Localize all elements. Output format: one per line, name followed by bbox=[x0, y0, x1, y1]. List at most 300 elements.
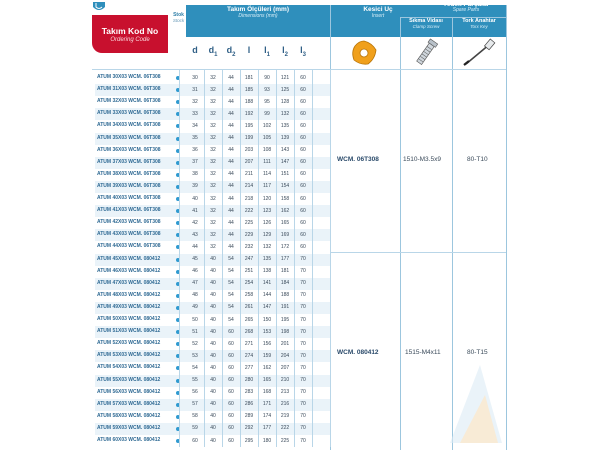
cell-d2: 44 bbox=[228, 74, 234, 81]
grid-line bbox=[179, 69, 180, 447]
col-d: d bbox=[192, 45, 198, 55]
ordering-code: ATUM 43X03 WCM. 06T308 bbox=[97, 231, 161, 238]
table-row bbox=[95, 229, 331, 241]
cell-l2: 151 bbox=[280, 171, 290, 178]
ordering-code: ATUM 44X03 WCM. 06T308 bbox=[97, 243, 161, 250]
cell-l2: 198 bbox=[280, 328, 290, 335]
cell-l2: 213 bbox=[280, 389, 290, 396]
cell-l1: 95 bbox=[264, 98, 270, 105]
cell-l2: 201 bbox=[280, 340, 290, 347]
cell-d: 39 bbox=[192, 183, 198, 190]
cell-l1: 129 bbox=[262, 231, 272, 238]
col-l2: $l_2$ bbox=[282, 45, 288, 58]
cell-l1: 141 bbox=[262, 280, 272, 287]
cell-l1: 177 bbox=[262, 425, 272, 432]
clamp-screw-subtitle: Clamp Screw bbox=[412, 24, 440, 29]
cell-d1: 40 bbox=[210, 413, 216, 420]
table-row bbox=[95, 278, 331, 290]
ordering-code: ATUM 41X03 WCM. 06T308 bbox=[97, 207, 161, 214]
cell-d1: 40 bbox=[210, 268, 216, 275]
table-row bbox=[95, 399, 331, 411]
cell-d1: 40 bbox=[210, 280, 216, 287]
cell-d1: 40 bbox=[210, 256, 216, 262]
table-row bbox=[95, 169, 331, 181]
table-row bbox=[95, 72, 331, 84]
cell-l3: 60 bbox=[300, 183, 306, 190]
table-row bbox=[95, 290, 331, 302]
stock-header bbox=[171, 12, 186, 23]
ordering-code: ATUM 35X03 WCM. 06T308 bbox=[97, 134, 161, 141]
ordering-code-header bbox=[92, 15, 168, 53]
cell-l2: 225 bbox=[280, 437, 290, 444]
ordering-code: ATUM 57X03 WCM. 080412 bbox=[97, 400, 161, 407]
cell-d: 58 bbox=[192, 413, 198, 420]
table-row bbox=[95, 133, 331, 145]
watermark-graphic bbox=[440, 355, 510, 445]
cell-d1: 40 bbox=[210, 425, 216, 432]
cell-l2: 169 bbox=[280, 231, 290, 238]
cell-l: 225 bbox=[244, 219, 254, 226]
cell-l2: 147 bbox=[280, 159, 290, 166]
cell-d1: 32 bbox=[210, 135, 216, 141]
insert-icon bbox=[350, 40, 378, 66]
cell-l1: 168 bbox=[262, 389, 272, 396]
cell-d1: 40 bbox=[210, 352, 216, 359]
cell-l1: 102 bbox=[262, 122, 272, 129]
cell-d1: 32 bbox=[210, 171, 216, 178]
cell-l1: 111 bbox=[263, 159, 271, 166]
table-row bbox=[95, 375, 331, 387]
cell-d: 46 bbox=[192, 268, 198, 275]
ordering-code: ATUM 42X03 WCM. 06T308 bbox=[97, 219, 161, 226]
cell-l3: 60 bbox=[300, 135, 306, 141]
cell-d2: 44 bbox=[228, 159, 234, 166]
cell-l3: 70 bbox=[300, 389, 306, 396]
cell-d1: 32 bbox=[210, 243, 216, 250]
grid-line bbox=[330, 69, 331, 447]
ordering-code: ATUM 32X03 WCM. 06T308 bbox=[97, 98, 161, 105]
cell-l1: 159 bbox=[262, 352, 272, 359]
divider bbox=[400, 17, 506, 18]
ordering-code: ATUM 50X03 WCM. 080412 bbox=[97, 316, 161, 322]
cell-l: 292 bbox=[244, 425, 254, 432]
cell-d1: 40 bbox=[210, 437, 216, 444]
cell-d2: 60 bbox=[228, 377, 234, 383]
ordering-code: ATUM 31X03 WCM. 06T308 bbox=[97, 86, 161, 93]
cell-d: 41 bbox=[192, 207, 198, 214]
cell-l: 185 bbox=[244, 86, 254, 93]
spare-parts-subtitle: Spare Parts bbox=[452, 7, 480, 13]
cell-d: 59 bbox=[192, 425, 198, 432]
cell-l1: 174 bbox=[262, 413, 272, 420]
cell-d: 54 bbox=[192, 364, 198, 371]
table-row bbox=[95, 205, 331, 217]
cell-d2: 60 bbox=[228, 413, 234, 420]
cell-d1: 32 bbox=[210, 86, 216, 93]
grid-line bbox=[240, 69, 241, 447]
cell-d2: 44 bbox=[228, 183, 234, 190]
cell-l: 247 bbox=[244, 256, 254, 262]
stock-title: Stok bbox=[173, 12, 184, 18]
cell-d: 53 bbox=[192, 352, 198, 359]
cell-d1: 32 bbox=[210, 147, 216, 154]
cell-l3: 70 bbox=[300, 280, 306, 287]
cell-d: 31 bbox=[192, 86, 198, 93]
cell-l: 207 bbox=[244, 159, 254, 166]
ordering-code: ATUM 56X03 WCM. 080412 bbox=[97, 388, 161, 395]
cell-l1: 93 bbox=[264, 86, 270, 93]
cell-l3: 70 bbox=[300, 413, 306, 420]
table-row bbox=[95, 193, 331, 205]
cell-d1: 32 bbox=[210, 122, 216, 129]
cell-l1: 123 bbox=[262, 207, 272, 214]
cell-d1: 40 bbox=[210, 389, 216, 396]
cell-l3: 60 bbox=[300, 219, 306, 226]
cell-d2: 60 bbox=[228, 401, 234, 408]
cell-d2: 44 bbox=[228, 207, 234, 214]
cell-l1: 180 bbox=[262, 437, 272, 444]
cell-d: 30 bbox=[192, 74, 198, 81]
cell-l1: 108 bbox=[262, 147, 272, 154]
cell-l: 268 bbox=[244, 328, 254, 335]
ordering-code: ATUM 33X03 WCM. 06T308 bbox=[97, 110, 161, 117]
cell-l2: 195 bbox=[280, 316, 290, 323]
cell-d2: 60 bbox=[228, 340, 234, 347]
ordering-code-title: Takım Kod No bbox=[101, 26, 159, 36]
cell-d2: 54 bbox=[228, 280, 234, 287]
cell-d1: 32 bbox=[210, 183, 216, 190]
table-row bbox=[95, 145, 331, 157]
cell-l3: 70 bbox=[300, 256, 306, 262]
table-row bbox=[95, 338, 331, 350]
ordering-code: ATUM 45X03 WCM. 080412 bbox=[97, 255, 161, 262]
cell-l: 214 bbox=[244, 183, 254, 190]
cell-d: 55 bbox=[192, 377, 198, 383]
table-row bbox=[95, 411, 331, 423]
table-row bbox=[95, 241, 331, 253]
cell-l1: 162 bbox=[262, 364, 272, 371]
table-row bbox=[95, 314, 331, 326]
col-l1: $l_1$ bbox=[264, 45, 270, 58]
cell-d1: 40 bbox=[210, 304, 216, 311]
ordering-code: ATUM 37X03 WCM. 06T308 bbox=[97, 158, 161, 165]
ordering-code: ATUM 53X03 WCM. 080412 bbox=[97, 352, 161, 359]
cell-l: 289 bbox=[244, 413, 254, 420]
cell-l: 286 bbox=[244, 401, 254, 408]
cell-l3: 60 bbox=[300, 159, 306, 166]
cell-l2: 184 bbox=[280, 280, 290, 287]
cell-l3: 70 bbox=[300, 377, 306, 383]
ordering-code: ATUM 51X03 WCM. 080412 bbox=[97, 328, 161, 335]
col-l: l bbox=[247, 45, 251, 55]
cell-l2: 139 bbox=[280, 135, 290, 141]
table-row bbox=[95, 302, 331, 314]
cell-l3: 60 bbox=[300, 74, 306, 81]
torx-key-group-2: 80-T15 bbox=[467, 349, 488, 356]
cell-l3: 60 bbox=[300, 86, 306, 93]
table-row bbox=[95, 181, 331, 193]
cell-l3: 60 bbox=[300, 231, 306, 238]
cell-d1: 40 bbox=[210, 401, 216, 408]
cell-l3: 70 bbox=[300, 292, 306, 299]
ordering-code: ATUM 52X03 WCM. 080412 bbox=[97, 340, 161, 347]
cell-l3: 70 bbox=[300, 437, 306, 444]
cell-l: 181 bbox=[244, 74, 254, 81]
cell-d: 48 bbox=[192, 292, 198, 299]
cell-d: 40 bbox=[192, 195, 198, 202]
cell-l: 271 bbox=[244, 340, 254, 347]
grid-line bbox=[258, 69, 259, 447]
cell-l2: 207 bbox=[280, 364, 290, 371]
grid-line bbox=[294, 69, 295, 447]
table-row bbox=[95, 387, 331, 399]
cell-l3: 70 bbox=[300, 340, 306, 347]
cell-d2: 60 bbox=[228, 437, 234, 444]
cell-d2: 44 bbox=[228, 243, 234, 250]
dimensions-subtitle: Dimensions (mm) bbox=[238, 13, 278, 19]
cell-l2: 188 bbox=[280, 292, 290, 299]
cell-d: 56 bbox=[192, 389, 198, 396]
grid-line bbox=[204, 69, 205, 447]
cell-l1: 126 bbox=[262, 219, 272, 226]
cell-l3: 60 bbox=[300, 207, 306, 214]
cell-l3: 70 bbox=[300, 316, 306, 323]
cell-l2: 204 bbox=[280, 352, 290, 359]
cell-d: 32 bbox=[192, 98, 198, 105]
cell-d: 43 bbox=[192, 231, 198, 238]
ordering-code: ATUM 54X03 WCM. 080412 bbox=[97, 364, 161, 371]
cell-l3: 70 bbox=[300, 328, 306, 335]
ordering-code: ATUM 59X03 WCM. 080412 bbox=[97, 424, 161, 431]
grid-line bbox=[222, 69, 223, 447]
cell-l2: 165 bbox=[280, 219, 290, 226]
cell-l: 232 bbox=[244, 243, 254, 250]
cell-l: 222 bbox=[244, 207, 254, 214]
cell-d1: 32 bbox=[210, 110, 216, 117]
cell-d: 60 bbox=[192, 437, 198, 444]
cell-d2: 54 bbox=[228, 316, 234, 323]
cell-l1: 114 bbox=[263, 171, 271, 178]
cell-l3: 70 bbox=[300, 401, 306, 408]
ordering-code: ATUM 48X03 WCM. 080412 bbox=[97, 291, 161, 298]
insert-label-group-1: WCM. 06T308 bbox=[337, 156, 379, 163]
cell-l3: 70 bbox=[300, 268, 306, 275]
table-row bbox=[95, 157, 331, 169]
cell-d: 51 bbox=[192, 328, 198, 335]
grid-line bbox=[276, 69, 277, 447]
cell-l2: 216 bbox=[280, 401, 290, 408]
table-row bbox=[95, 362, 331, 374]
col-l3: $l_3$ bbox=[300, 45, 306, 58]
cell-l1: 144 bbox=[262, 292, 272, 299]
cell-d2: 44 bbox=[228, 98, 234, 105]
torx-key-subtitle: Torx Key bbox=[470, 24, 488, 29]
cell-l1: 117 bbox=[263, 183, 271, 190]
cell-d1: 40 bbox=[210, 364, 216, 371]
cell-l1: 90 bbox=[264, 74, 270, 81]
cell-l3: 60 bbox=[300, 122, 306, 129]
cell-d1: 32 bbox=[210, 231, 216, 238]
torx-key-title: Tork Anahtar bbox=[462, 18, 496, 24]
cell-l2: 135 bbox=[280, 122, 290, 129]
cell-l: 295 bbox=[244, 437, 254, 444]
cell-l: 251 bbox=[244, 268, 254, 275]
group-separator bbox=[330, 252, 506, 253]
table-row bbox=[95, 84, 331, 96]
col-d2: $d_2$ bbox=[226, 45, 236, 58]
cell-d2: 44 bbox=[228, 86, 234, 93]
cell-l3: 70 bbox=[300, 364, 306, 371]
cell-d: 37 bbox=[192, 159, 198, 166]
ordering-code: ATUM 30X03 WCM. 06T308 bbox=[97, 74, 161, 80]
cell-l: 254 bbox=[244, 280, 254, 287]
cell-l: 274 bbox=[244, 352, 254, 359]
cell-l2: 143 bbox=[280, 147, 290, 154]
cell-l2: 158 bbox=[280, 195, 290, 202]
cell-l: 261 bbox=[244, 304, 254, 311]
cell-d2: 60 bbox=[228, 364, 234, 371]
cell-d2: 44 bbox=[228, 135, 234, 141]
cell-l2: 132 bbox=[280, 110, 290, 117]
cell-d: 35 bbox=[192, 135, 198, 141]
cell-l2: 128 bbox=[280, 98, 290, 105]
cell-d: 52 bbox=[192, 340, 198, 347]
cell-d2: 54 bbox=[228, 256, 234, 262]
cell-l: 280 bbox=[244, 377, 254, 383]
stock-subtitle: Stock bbox=[172, 18, 185, 23]
cell-l: 188 bbox=[244, 98, 254, 105]
table-row bbox=[95, 254, 331, 266]
cell-d1: 40 bbox=[210, 316, 216, 323]
table-top-rule bbox=[92, 69, 506, 70]
cell-l1: 99 bbox=[264, 110, 270, 117]
cell-l2: 172 bbox=[280, 243, 290, 250]
table-row bbox=[95, 350, 331, 362]
cell-d: 50 bbox=[192, 316, 198, 323]
cell-l3: 60 bbox=[300, 195, 306, 202]
ordering-code: ATUM 40X03 WCM. 06T308 bbox=[97, 195, 161, 201]
cell-d2: 54 bbox=[228, 304, 234, 311]
ordering-code: ATUM 39X03 WCM. 06T308 bbox=[97, 182, 161, 189]
cell-d1: 32 bbox=[210, 207, 216, 214]
insert-subtitle: Insert bbox=[371, 13, 385, 19]
table-row bbox=[95, 108, 331, 120]
cell-l3: 60 bbox=[300, 171, 306, 178]
table-row bbox=[95, 96, 331, 108]
insert-title: Kesici Uç bbox=[363, 6, 393, 13]
table-row bbox=[95, 435, 331, 447]
table-row bbox=[95, 423, 331, 435]
cell-d2: 60 bbox=[228, 328, 234, 335]
divider bbox=[400, 17, 401, 450]
cell-l3: 60 bbox=[300, 147, 306, 154]
cell-l2: 125 bbox=[280, 86, 290, 93]
cell-d1: 40 bbox=[210, 377, 216, 383]
cell-l: 265 bbox=[244, 316, 254, 323]
torx-key-icon bbox=[460, 38, 500, 68]
ordering-code-subtitle: Ordering Code bbox=[110, 37, 150, 43]
cell-l3: 60 bbox=[300, 243, 306, 250]
cell-l3: 60 bbox=[300, 98, 306, 105]
cell-l: 283 bbox=[244, 389, 254, 396]
cell-l1: 147 bbox=[262, 304, 272, 311]
cell-d2: 44 bbox=[228, 171, 234, 178]
cell-d: 49 bbox=[192, 304, 198, 311]
cell-l2: 181 bbox=[280, 268, 290, 275]
cell-d2: 60 bbox=[228, 389, 234, 396]
cell-d1: 32 bbox=[210, 195, 216, 202]
cell-d1: 32 bbox=[210, 98, 216, 105]
cell-d: 38 bbox=[192, 171, 198, 178]
cell-d: 33 bbox=[192, 110, 198, 117]
table-row bbox=[95, 266, 331, 278]
cell-l2: 222 bbox=[280, 425, 290, 432]
torx-key-group-1: 80-T10 bbox=[467, 156, 488, 163]
cell-l3: 60 bbox=[300, 110, 306, 117]
grid-line bbox=[312, 69, 313, 447]
spare-parts-title: Yedek Parçalar bbox=[442, 1, 490, 8]
cell-d1: 32 bbox=[210, 219, 216, 226]
clamp-screw-group-1: 1510-M3.5x9 bbox=[403, 156, 441, 163]
cell-d: 47 bbox=[192, 280, 198, 287]
ordering-code: ATUM 58X03 WCM. 080412 bbox=[97, 412, 161, 419]
cell-d1: 40 bbox=[210, 292, 216, 299]
cell-d1: 32 bbox=[210, 74, 216, 81]
ordering-code: ATUM 47X03 WCM. 080412 bbox=[97, 279, 161, 286]
cell-l1: 135 bbox=[262, 256, 272, 262]
ordering-code: ATUM 38X03 WCM. 06T308 bbox=[97, 170, 161, 177]
clamp-screw-title: Sıkma Vidası bbox=[409, 18, 443, 24]
cell-l: 277 bbox=[244, 364, 254, 371]
ordering-code: ATUM 34X03 WCM. 06T308 bbox=[97, 122, 161, 129]
cell-l2: 210 bbox=[280, 377, 290, 383]
ordering-code: ATUM 49X03 WCM. 080412 bbox=[97, 303, 161, 310]
cell-d2: 60 bbox=[228, 425, 234, 432]
cell-d2: 44 bbox=[228, 219, 234, 226]
cell-l1: 165 bbox=[262, 377, 272, 383]
cell-l: 211 bbox=[245, 171, 253, 178]
ordering-code: ATUM 60X03 WCM. 080412 bbox=[97, 437, 161, 443]
cell-l1: 150 bbox=[262, 316, 272, 323]
cell-d: 42 bbox=[192, 219, 198, 226]
cell-d2: 44 bbox=[228, 231, 234, 238]
cell-l1: 132 bbox=[262, 243, 272, 250]
cell-d2: 60 bbox=[228, 352, 234, 359]
col-d1: $d_1$ bbox=[208, 45, 218, 58]
cell-d2: 44 bbox=[228, 147, 234, 154]
cell-l1: 138 bbox=[262, 268, 272, 275]
cell-d2: 44 bbox=[228, 122, 234, 129]
insert-label-group-2: WCM. 080412 bbox=[337, 349, 379, 356]
cell-d2: 44 bbox=[228, 110, 234, 117]
table-row bbox=[95, 120, 331, 132]
cell-d2: 54 bbox=[228, 268, 234, 275]
cell-l: 199 bbox=[244, 135, 254, 141]
cell-l1: 153 bbox=[262, 328, 272, 335]
cell-d: 45 bbox=[192, 256, 198, 262]
cell-l2: 121 bbox=[280, 74, 290, 81]
cell-d: 36 bbox=[192, 147, 198, 154]
cell-l3: 70 bbox=[300, 425, 306, 432]
cell-d: 34 bbox=[192, 122, 198, 129]
cell-l1: 105 bbox=[262, 135, 272, 141]
cell-l1: 156 bbox=[262, 340, 272, 347]
cell-l3: 70 bbox=[300, 352, 306, 359]
cell-l2: 191 bbox=[280, 304, 290, 311]
table-row bbox=[95, 217, 331, 229]
cell-d1: 40 bbox=[210, 340, 216, 347]
cell-l1: 171 bbox=[262, 401, 272, 408]
